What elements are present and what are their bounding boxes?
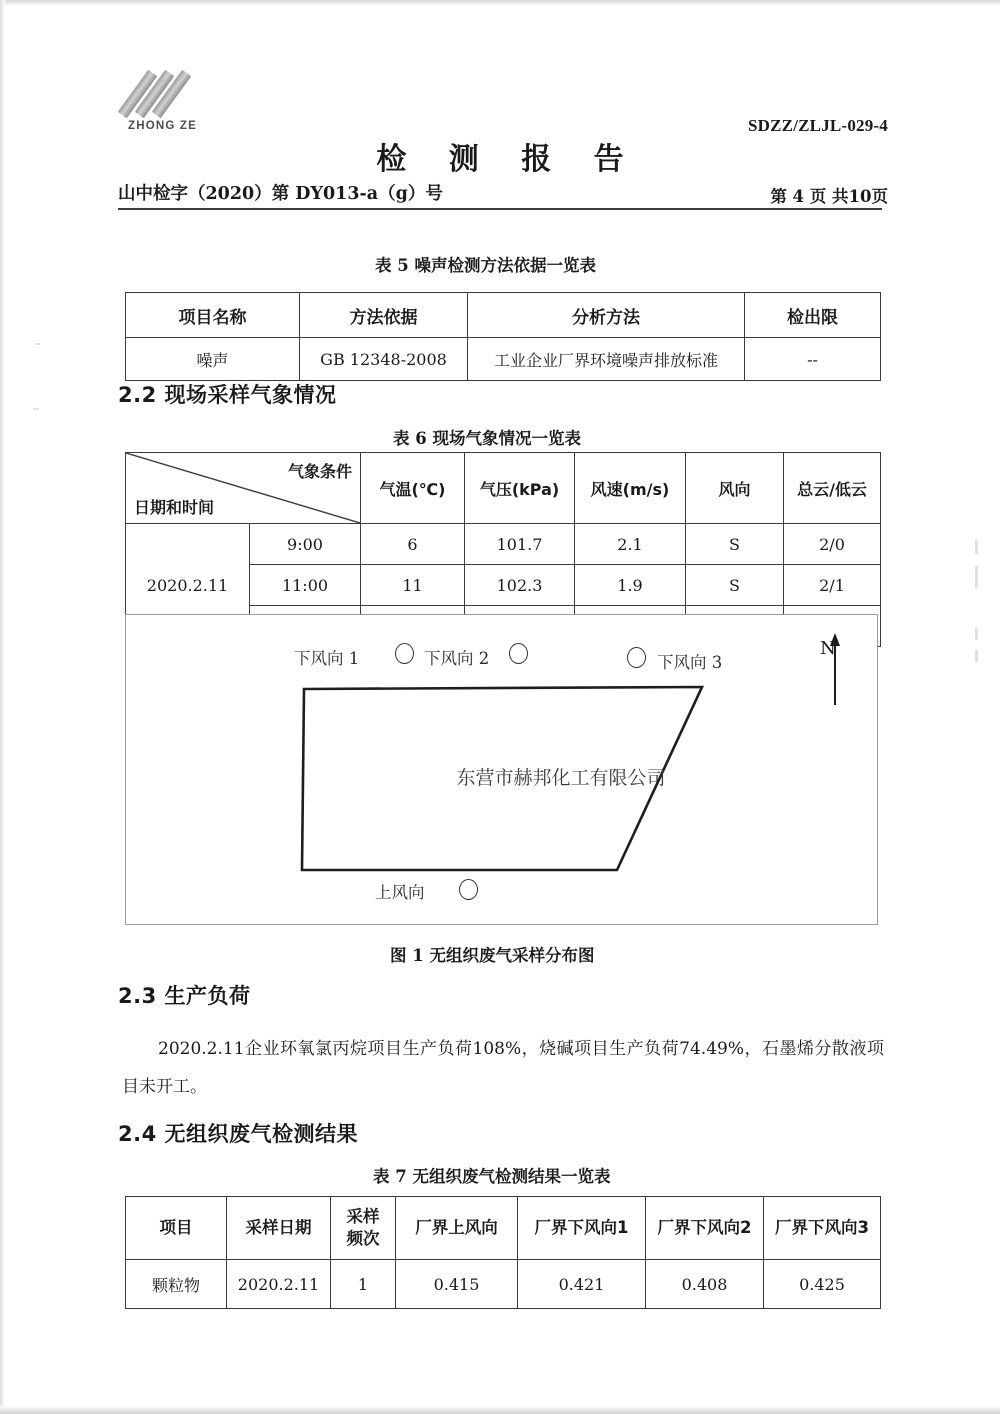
table-row: [126, 1260, 881, 1309]
table7-col-downwind-1: 厂界下风向1: [518, 1197, 646, 1260]
table7-col-item: 项目: [126, 1197, 227, 1260]
figure1-point-label-downwind-1: 下风向 1: [294, 649, 360, 668]
page-number: 第 4 页 共10页: [770, 187, 888, 206]
table5-col-0: 项目名称: [126, 293, 300, 338]
section-heading-2-2: 2.2 现场采样气象情况: [118, 383, 337, 407]
header-divider: [118, 208, 882, 210]
scan-speck: [975, 540, 978, 554]
table5-col-3: 检出限: [745, 293, 881, 338]
figure1-caption: 图 1 无组织废气采样分布图: [390, 946, 595, 965]
scan-edge-bottom: [0, 1406, 1000, 1414]
figure1-sampling-point-downwind-2: [509, 643, 528, 664]
table6-r0-pressure: 101.7: [465, 524, 575, 565]
scan-speck: [975, 566, 978, 588]
table6-date: 2020.2.11: [126, 524, 250, 647]
figure1-point-label-upwind: 上风向: [375, 883, 425, 902]
table5-col-1: 方法依据: [300, 293, 468, 338]
table6-r1-cloud: 2/1: [784, 565, 881, 606]
table5-caption: 表 5 噪声检测方法依据一览表: [375, 256, 596, 275]
table6-r1-pressure: 102.3: [465, 565, 575, 606]
section-2-3-paragraph: 2020.2.11企业环氧氯丙烷项目生产负荷108%，烧碱项目生产负荷74.49%，石墨烯分散液项目未开工。: [122, 1039, 884, 1097]
table-header-row: [126, 1197, 881, 1260]
table6-col-cloud: 总云/低云: [784, 453, 881, 524]
table7-r0c4: 0.421: [518, 1260, 646, 1309]
table7-r0c2: 1: [331, 1260, 396, 1309]
scan-speck: [35, 343, 40, 345]
table-row: [126, 524, 881, 565]
table7-fugitive-emission-results: [125, 1196, 881, 1309]
logo-wordmark: ZHONG ZE: [128, 120, 198, 132]
table7-r0c6: 0.425: [764, 1260, 881, 1309]
table6-r0-cloud: 2/0: [784, 524, 881, 565]
table6-r1-time: 11:00: [250, 565, 361, 606]
table5-r0c3: --: [745, 338, 881, 381]
table5-col-2: 分析方法: [468, 293, 745, 338]
table5-r0c0: 噪声: [126, 338, 300, 381]
table7-r0c3: 0.415: [396, 1260, 518, 1309]
table6-corner-bottom-label: 日期和时间: [134, 498, 215, 517]
table7-col-date: 采样日期: [227, 1197, 331, 1260]
table7-r0c5: 0.408: [646, 1260, 764, 1309]
table6-corner-cell: [126, 453, 361, 524]
scan-edge-left: [0, 0, 5, 1414]
company-logo: [126, 74, 212, 136]
figure1-sampling-layout: [125, 614, 878, 925]
table7-col-downwind-3: 厂界下风向3: [764, 1197, 881, 1260]
table6-corner-top-label: 气象条件: [287, 462, 352, 481]
table-header-row: [126, 293, 881, 338]
table6-r1-temp: 11: [361, 565, 465, 606]
figure1-sampling-point-downwind-1: [395, 643, 414, 664]
figure1-point-label-downwind-2: 下风向 2: [424, 649, 490, 668]
logo-bars-icon: [126, 74, 200, 118]
table6-col-pressure: 气压(kPa): [465, 453, 575, 524]
table6-r0-temp: 6: [361, 524, 465, 565]
table7-col-upwind: 厂界上风向: [396, 1197, 518, 1260]
figure1-sampling-point-downwind-3: [627, 647, 646, 668]
scan-speck: [975, 628, 978, 640]
table5-noise-methods: [125, 292, 881, 381]
table6-col-temp: 气温(℃): [361, 453, 465, 524]
table-row: [126, 338, 881, 381]
table7-col-frequency: [331, 1197, 396, 1260]
figure1-point-label-downwind-3: 下风向 3: [657, 653, 723, 672]
table6-r0-time: 9:00: [250, 524, 361, 565]
table-header-row: [126, 453, 881, 524]
table7-r0c1: 2020.2.11: [227, 1260, 331, 1309]
scan-speck: [975, 650, 978, 662]
table7-col-frequency-line1: 采样: [346, 1207, 380, 1226]
table5-r0c1: GB 12348-2008: [300, 338, 468, 381]
table6-caption: 表 6 现场气象情况一览表: [393, 429, 581, 448]
scan-edge-top: [0, 0, 1000, 6]
table7-r0c0: 颗粒物: [126, 1260, 227, 1309]
report-number: 山中检字（2020）第 DY013-a（g）号: [118, 184, 443, 204]
figure1-sampling-point-upwind: [459, 879, 478, 900]
plant-name-label: 东营市赫邦化工有限公司: [456, 767, 666, 789]
section-heading-2-3: 2.3 生产负荷: [118, 984, 251, 1008]
north-label: N: [820, 638, 836, 659]
table6-r0-wind-speed: 2.1: [575, 524, 686, 565]
table6-r1-wind-speed: 1.9: [575, 565, 686, 606]
table7-caption: 表 7 无组织废气检测结果一览表: [373, 1167, 611, 1186]
scan-speck: [33, 408, 39, 410]
table6-r1-wind-dir: S: [686, 565, 784, 606]
page-title: 检 测 报 告: [376, 142, 640, 177]
table7-col-frequency-line2: 频次: [346, 1229, 380, 1248]
table6-col-wind-speed: 风速(m/s): [575, 453, 686, 524]
table6-r0-wind-dir: S: [686, 524, 784, 565]
table7-col-downwind-2: 厂界下风向2: [646, 1197, 764, 1260]
table6-col-wind-dir: 风向: [686, 453, 784, 524]
section-heading-2-4: 2.4 无组织废气检测结果: [118, 1122, 359, 1146]
document-code: SDZZ/ZLJL-029-4: [748, 116, 888, 135]
table5-r0c2: 工业企业厂界环境噪声排放标准: [468, 338, 745, 381]
